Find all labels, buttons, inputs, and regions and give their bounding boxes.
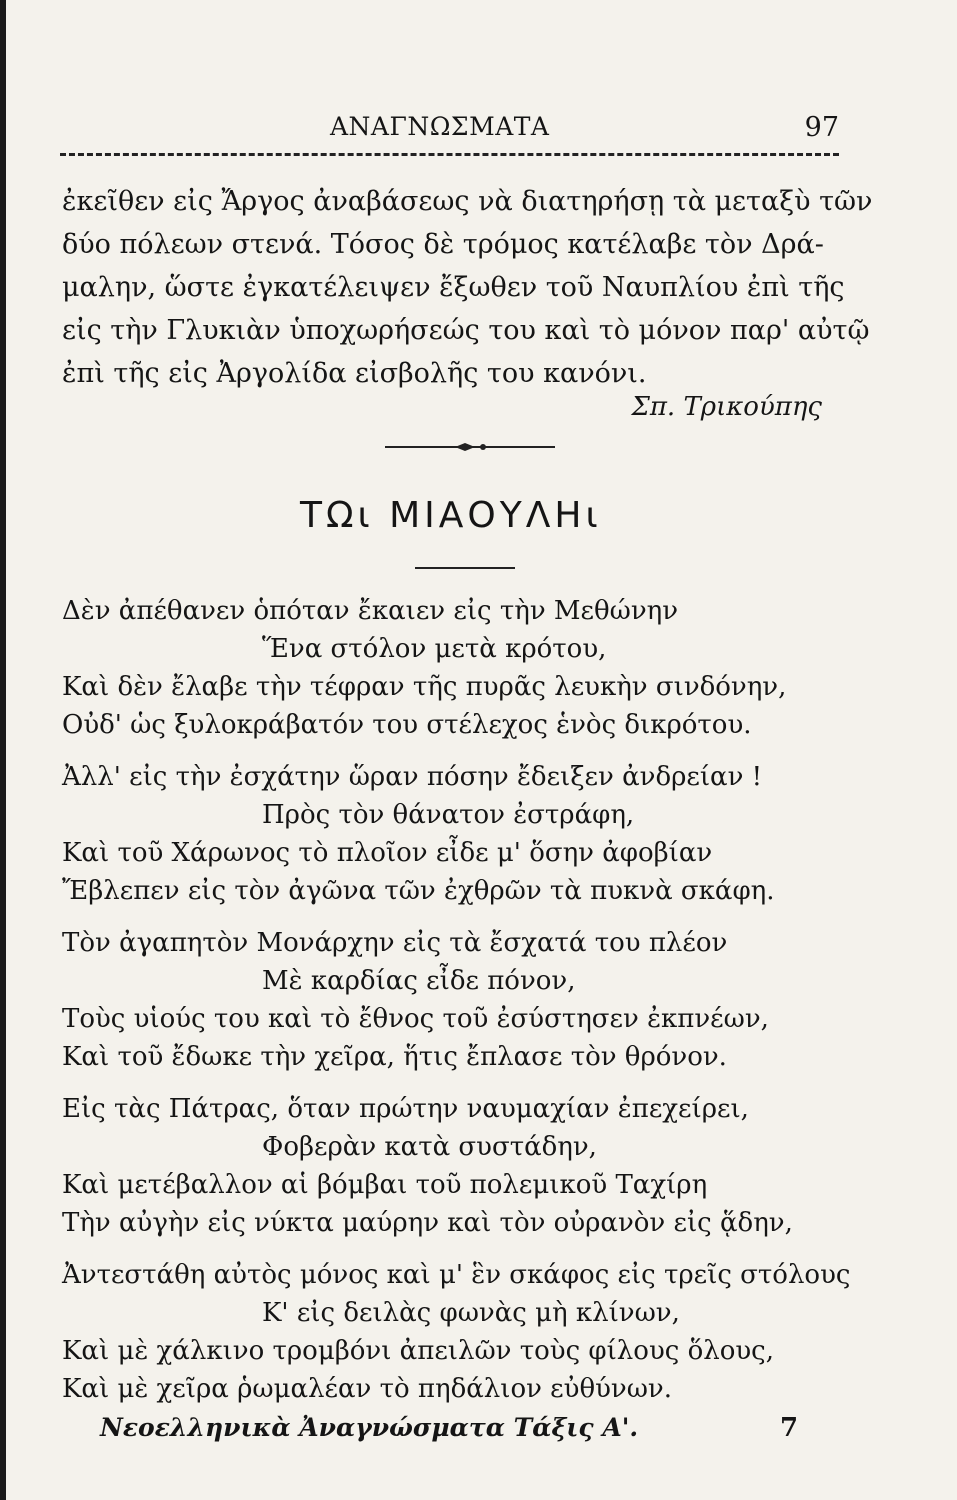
verse-line: Ἀντεστάθη αὐτὸς μόνος καὶ μ' ἓν σκάφος εἰς τρεῖς στόλους	[62, 1260, 851, 1290]
prose-paragraph	[62, 180, 873, 395]
verse-line: Ἀλλ' εἰς τὴν ἐσχάτην ὥραν πόσην ἔδειξεν ἀνδρείαν !	[62, 762, 763, 792]
footer-book-title: Νεοελληνικὰ Ἀναγνώσματα Τάξις Α'.	[100, 1413, 639, 1442]
header-rule	[60, 153, 839, 156]
verse-line: Κ' εἰς δειλὰς φωνὰς μὴ κλίνων,	[262, 1298, 680, 1328]
verse-line: Εἰς τὰς Πάτρας, ὅταν πρώτην ναυμαχίαν ἐπεχείρει,	[62, 1094, 749, 1124]
prose-line: δύο πόλεων στενά. Τόσος δὲ τρόμος κατέλαβε τὸν Δρά-	[62, 229, 824, 260]
prose-line: εἰς τὴν Γλυκιὰν ὑποχωρήσεώς του καὶ τὸ μόνον παρ' αὐτῷ	[62, 315, 870, 346]
page-edge-shadow	[0, 0, 6, 1500]
verse-line: Ἕνα στόλον μετὰ κρότου,	[262, 634, 607, 664]
poem-title: ΤΩι ΜΙΑΟΥΛΗι	[300, 495, 602, 536]
verse-line: Οὐδ' ὡς ξυλοκράβατόν του στέλεχος ἑνὸς δικρότου.	[62, 710, 752, 740]
verse-line: Καὶ μὲ χάλκινο τρομβόνι ἀπειλῶν τοὺς φίλους ὅλους,	[62, 1336, 774, 1366]
prose-line: ἐκεῖθεν εἰς Ἄργος ἀναβάσεως νὰ διατηρήσῃ τὰ μεταξὺ τῶν	[62, 186, 873, 217]
verse-line: Καὶ μετέβαλλον αἱ βόμβαι τοῦ πολεμικοῦ Ταχίρη	[62, 1170, 708, 1200]
author-signature: Σπ. Τρικούπης	[631, 392, 822, 422]
poem-body	[62, 592, 852, 1422]
verse-line: Τὸν ἀγαπητὸν Μονάρχην εἰς τὰ ἔσχατά του πλέον	[62, 928, 728, 958]
prose-line: μαλην, ὥστε ἐγκατέλειψεν ἔξωθεν τοῦ Ναυπλίου ἐπὶ τῆς	[62, 272, 845, 303]
verse-line: Τὴν αὐγὴν εἰς νύκτα μαύρην καὶ τὸν οὐρανὸν εἰς ᾅδην,	[62, 1208, 793, 1238]
verse-line: Πρὸς τὸν θάνατον ἐστράφη,	[262, 800, 635, 830]
stanza	[62, 592, 852, 744]
verse-line: Καὶ δὲν ἔλαβε τὴν τέφραν τῆς πυρᾶς λευκὴν σινδόνην,	[62, 672, 787, 702]
verse-line: Φοβερὰν κατὰ συστάδην,	[262, 1132, 597, 1162]
verse-line: Δὲν ἀπέθανεν ὁπόταν ἔκαιεν εἰς τὴν Μεθώνην	[62, 596, 679, 626]
verse-line: Καὶ τοῦ Χάρωνος τὸ πλοῖον εἶδε μ' ὅσην ἀφοβίαν	[62, 838, 713, 868]
stanza	[62, 758, 852, 910]
title-rule	[415, 567, 515, 569]
stanza	[62, 1256, 852, 1408]
ornament-divider	[385, 443, 555, 451]
stanza	[62, 924, 852, 1076]
footer-signature-number: 7	[780, 1413, 799, 1443]
prose-line: ἐπὶ τῆς εἰς Ἀργολίδα εἰσβολῆς του κανόνι.	[62, 358, 647, 389]
verse-line: Καὶ τοῦ ἔδωκε τὴν χεῖρα, ἥτις ἔπλασε τὸν θρόνον.	[62, 1042, 727, 1072]
page-number: 97	[804, 112, 839, 143]
verse-line: Μὲ καρδίας εἶδε πόνον,	[262, 966, 576, 996]
verse-line: Καὶ μὲ χεῖρα ῥωμαλέαν τὸ πηδάλιον εὐθύνων.	[62, 1374, 672, 1404]
stanza	[62, 1090, 852, 1242]
verse-line: Ἔβλεπεν εἰς τὸν ἀγῶνα τῶν ἐχθρῶν τὰ πυκνὰ σκάφη.	[62, 876, 775, 906]
running-header-title: ΑΝΑΓΝΩΣΜΑΤΑ	[330, 112, 550, 141]
verse-line: Τοὺς υἱούς του καὶ τὸ ἔθνος τοῦ ἐσύστησεν ἐκπνέων,	[62, 1004, 769, 1034]
